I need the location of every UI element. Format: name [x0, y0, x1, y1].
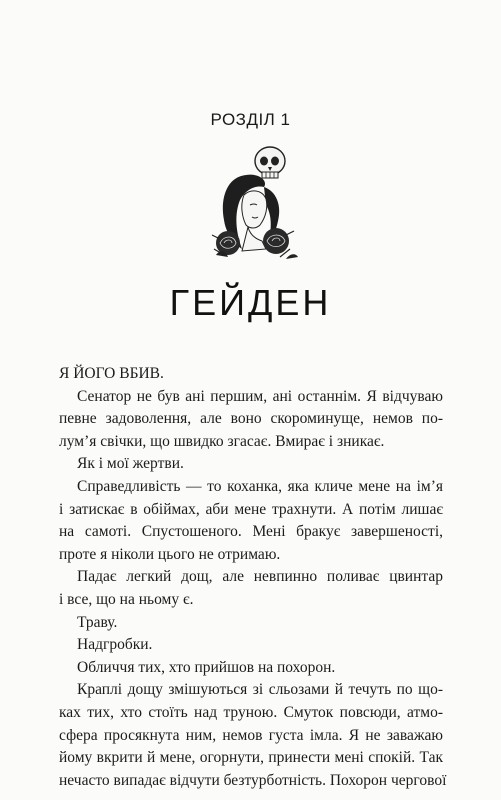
paragraph: [59, 657, 443, 680]
rose-icon: [216, 231, 240, 255]
text-line: Як і мої жертви.: [77, 455, 184, 473]
paragraph: [59, 363, 443, 386]
text-line: лум’я свічки, що швидко згасає. Вмирає і зникає.: [59, 432, 385, 450]
paragraph: [59, 634, 443, 657]
text-line: Я ЙОГО ВБИВ.: [59, 365, 164, 382]
chapter-title: ГЕЙДЕН: [169, 282, 332, 323]
text-line: йому вкрити й мене, огорнути, принести мені спокій. Так: [59, 749, 443, 767]
text-line: нечасто випадає відчути безтурботність. Похорон чергової: [59, 771, 447, 789]
text-line: сфера просякнута ним, немов густа імла. Я не заважаю: [59, 726, 443, 744]
chapter-body-text: [59, 363, 447, 792]
chapter-label: РОЗДІЛ 1: [210, 110, 291, 129]
paragraph: [59, 453, 443, 476]
paragraph: [59, 386, 443, 454]
paragraph: [59, 612, 443, 635]
text-line: на самоті. Спустошеного. Мені бракує завершеності,: [59, 523, 443, 541]
text-line: Надгробки.: [77, 636, 153, 654]
text-line: Сенатор не був ані першим, ані останнім. Я відчуваю: [77, 387, 443, 405]
text-line: ках тих, хто стоїть над труною. Смуток повсюди, атмо-: [59, 703, 443, 721]
text-line: Падає легкий дощ, але невпинно поливає цвинтар: [77, 568, 443, 586]
text-line: Справедливість — то коханка, яка кличе мене на ім’я: [77, 477, 443, 495]
text-line: Обличчя тих, хто прийшов на похорон.: [77, 658, 336, 676]
text-line: і все, що на ньому є.: [59, 590, 194, 608]
text-line: Траву.: [77, 613, 118, 631]
paragraph: [59, 566, 443, 611]
text-line: проте я ніколи цього не отримаю.: [59, 545, 281, 563]
text-line: певне задоволення, але воно скороминуще, немов по-: [59, 410, 443, 428]
rose-icon: [263, 228, 289, 254]
paragraph: [59, 679, 447, 792]
chapter-illustration: [206, 145, 302, 263]
woman-skull-roses-illustration: [206, 145, 302, 263]
skull-icon: [255, 147, 285, 178]
text-line: і затискає в обіймах, аби мене трахнути. А потім лишає: [59, 500, 443, 518]
text-line: Краплі дощу змішуються зі сльозами й течуть по що-: [77, 681, 443, 699]
paragraph: [59, 476, 443, 566]
